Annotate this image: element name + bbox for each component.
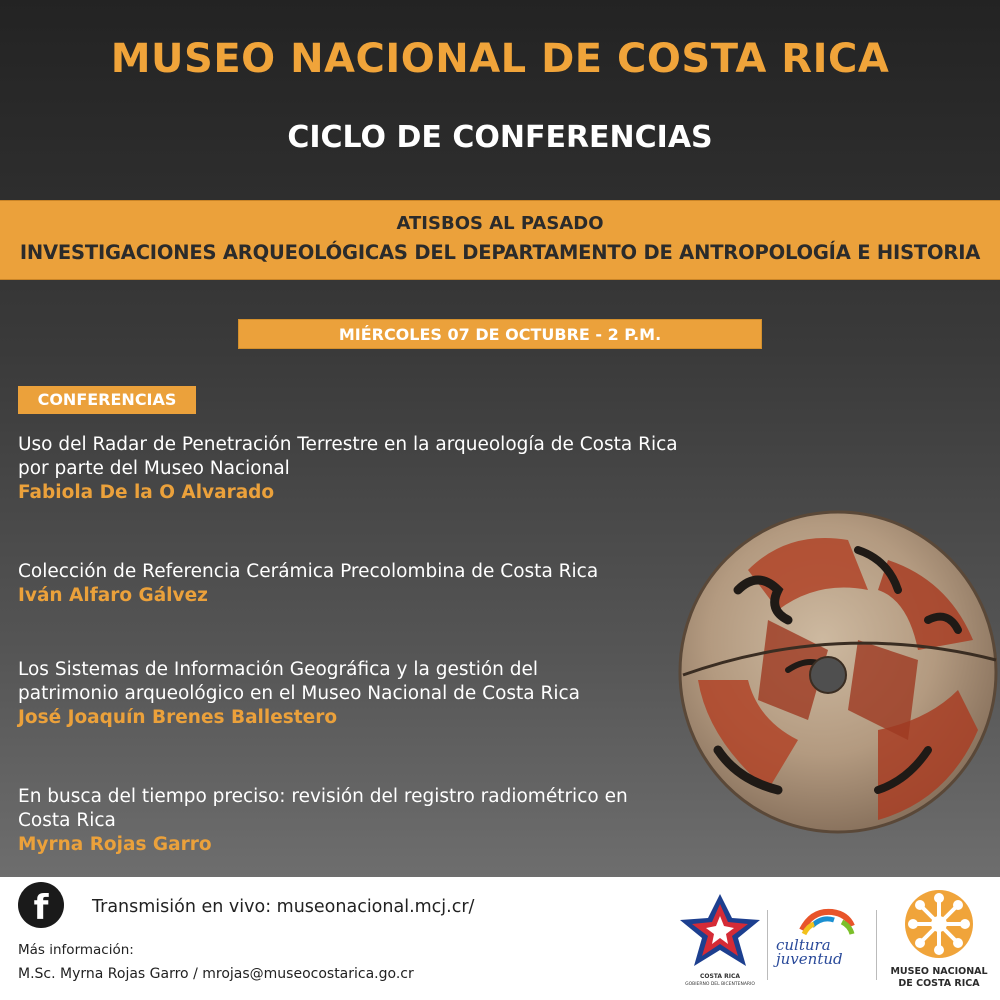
cultura-logo-line2: juventud xyxy=(776,950,843,968)
museo-logo-text xyxy=(882,966,996,990)
cr-logo-subcaption: GOBIERNO DEL BICENTENARIO xyxy=(685,982,755,987)
talk-item xyxy=(18,433,758,505)
talk-title-line: Colección de Referencia Cerámica Precolombina de Costa Rica xyxy=(18,561,599,582)
museo-logo-line1: MUSEO NACIONAL xyxy=(890,966,988,977)
divider xyxy=(876,910,877,980)
more-info-label: Más información: xyxy=(18,942,134,958)
talk-title-line: Costa Rica xyxy=(18,810,116,831)
talk-title-line: Los Sistemas de Información Geográfica y la gestión del xyxy=(18,659,539,680)
talk-speaker: Fabiola De la O Alvarado xyxy=(18,482,275,503)
stream-link[interactable]: Transmisión en vivo: museonacional.mcj.cr/ xyxy=(92,897,475,917)
header-band xyxy=(0,0,1000,200)
talk-title-line: Uso del Radar de Penetración Terrestre en la arqueología de Costa Rica xyxy=(18,434,678,455)
talk-item xyxy=(18,560,758,608)
talk-title-line: En busca del tiempo preciso: revisión del registro radiométrico en xyxy=(18,786,628,807)
facebook-icon[interactable]: f xyxy=(18,882,64,928)
talk-item xyxy=(18,785,758,857)
talk-item xyxy=(18,658,758,730)
banner-subtitle: INVESTIGACIONES ARQUEOLÓGICAS DEL DEPARTAMENTO DE ANTROPOLOGÍA E HISTORIA xyxy=(19,241,981,264)
topic-banner xyxy=(0,200,1000,280)
talk-title-line: por parte del Museo Nacional xyxy=(18,458,290,479)
series-title: CICLO DE CONFERENCIAS xyxy=(287,120,713,155)
contact-info: M.Sc. Myrna Rojas Garro / mrojas@museocostarica.go.cr xyxy=(18,966,414,982)
ceramic-disc-image xyxy=(678,500,998,840)
talk-speaker: Myrna Rojas Garro xyxy=(18,834,212,855)
banner-title: ATISBOS AL PASADO xyxy=(396,213,604,234)
cultura-logo-line1: cultura xyxy=(776,936,831,954)
date-badge: MIÉRCOLES 07 DE OCTUBRE - 2 P.M. xyxy=(238,319,762,349)
talk-title-line: patrimonio arqueológico en el Museo Nacional de Costa Rica xyxy=(18,683,581,704)
cultura-logo-text xyxy=(776,938,843,966)
museum-title: MUSEO NACIONAL DE COSTA RICA xyxy=(110,36,890,82)
museo-logo-line2: DE COSTA RICA xyxy=(898,978,980,989)
talk-speaker: Iván Alfaro Gálvez xyxy=(18,585,208,606)
talk-speaker: José Joaquín Brenes Ballestero xyxy=(18,707,338,728)
cr-logo-caption: COSTA RICA xyxy=(699,973,741,980)
divider xyxy=(767,910,768,980)
section-label: CONFERENCIAS xyxy=(18,386,196,414)
